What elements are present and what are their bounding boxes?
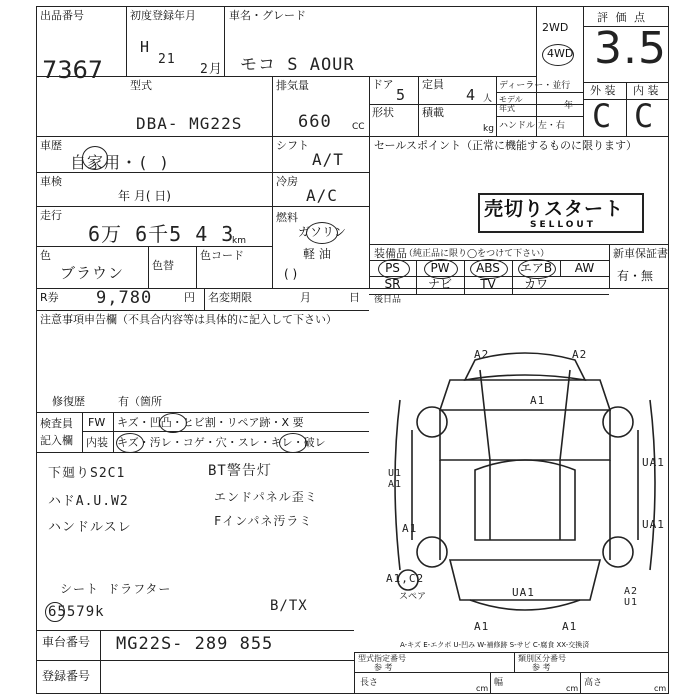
- type-designation-ref: 参 考: [374, 663, 393, 672]
- category-ref: 参 考: [532, 663, 551, 672]
- usage-value: 自家用・( ): [70, 153, 170, 172]
- drive-2wd: 2WD: [542, 21, 569, 34]
- equip-aw: AW: [574, 261, 595, 275]
- interior-condition-items: キズ・汚レ・コゲ・穴・スレ・キレ・破レ: [117, 436, 326, 449]
- doors-label: ドア: [372, 78, 394, 91]
- model-year-unit: 年: [564, 101, 574, 111]
- color-change-label: 色替: [152, 259, 174, 272]
- recycle-value: 9,780: [96, 288, 153, 308]
- displacement-unit: CC: [352, 122, 365, 132]
- divider: [36, 630, 354, 631]
- equip-pw-circle: [424, 259, 458, 279]
- caution-label: 注意事項申告欄（不具合内容等は具体的に記入して下さい）: [40, 313, 337, 326]
- divider: [496, 76, 497, 136]
- equip-ps: PS: [385, 261, 400, 275]
- height-label: 高さ: [584, 678, 603, 688]
- equip-navi: ナビ: [427, 277, 452, 291]
- model-year-label: モデル 年式: [499, 95, 523, 113]
- divider: [514, 652, 515, 672]
- mileage-value: 6万 6千5 4 3: [88, 222, 235, 246]
- equip-tv: TV: [480, 277, 496, 291]
- divider: [204, 288, 205, 310]
- damage-mark: U1 A1: [388, 468, 403, 490]
- note-seat: シート ドラフター: [60, 582, 172, 596]
- first-registration-year: 21: [158, 52, 176, 67]
- sellout-stamp-sub: SELLOUT: [530, 220, 596, 230]
- color-code-label: 色コード: [200, 249, 244, 262]
- divider: [36, 310, 369, 311]
- fuel-gasoline: ガソリン: [298, 225, 347, 239]
- category-label: 類別区分番号: [518, 654, 566, 663]
- divider: [272, 76, 273, 136]
- equipment-note: （純正品に限り◯をつけて下さい）: [404, 249, 550, 259]
- type-value: DBA- MG22S: [136, 114, 243, 133]
- equipment-label: 装備品: [374, 247, 407, 260]
- title-change-day: 日: [349, 291, 360, 304]
- damage-mark: A1: [474, 620, 490, 633]
- chassis-label: 車台番号: [42, 635, 91, 649]
- divider: [36, 412, 369, 413]
- damage-mark: UA1: [642, 456, 665, 469]
- note-mileage-circle: [45, 602, 65, 622]
- divider: [369, 104, 583, 105]
- title-change-month: 月: [300, 291, 311, 304]
- displacement-value: 660: [298, 112, 332, 132]
- interior-grade: C: [634, 97, 655, 135]
- divider: [224, 6, 225, 76]
- exterior-grade: C: [592, 97, 613, 135]
- divider: [36, 452, 369, 453]
- divider: [36, 136, 669, 137]
- shape-label: 形状: [372, 106, 394, 119]
- divider: [36, 660, 354, 661]
- width-label: 幅: [494, 678, 504, 688]
- equip-sr: SR: [384, 277, 401, 291]
- divider: [126, 6, 127, 76]
- damage-mark: A2: [572, 348, 588, 361]
- shift-label: シフト: [276, 139, 309, 152]
- divider: [148, 246, 149, 288]
- color-label: 色: [40, 249, 51, 262]
- equip-leather: カワ: [523, 277, 548, 291]
- length-unit: cm: [476, 684, 489, 693]
- drive-4wd: 4WD: [547, 47, 574, 60]
- damage-mark: A1: [402, 522, 418, 535]
- title-change-label: 名変期限: [208, 291, 252, 304]
- interior-circle-1: [116, 433, 144, 453]
- damage-mark: A1: [530, 394, 546, 407]
- width-unit: cm: [566, 684, 579, 693]
- model-grade-label: 車名・グレード: [229, 9, 306, 22]
- warranty-value: 有・無: [617, 269, 654, 283]
- recycle-unit: 円: [184, 291, 195, 304]
- damage-mark: A1,C2: [386, 572, 425, 585]
- ac-label: 冷房: [276, 175, 298, 188]
- divider: [369, 76, 370, 136]
- usage-circle: [82, 146, 108, 170]
- damage-mark: A2 U1: [624, 586, 639, 608]
- fuel-label: 燃料: [276, 211, 298, 224]
- note-steering: ハンドルスレ: [48, 520, 132, 535]
- post-fit-label: 後日品: [374, 295, 402, 305]
- repair-label: 修復歴: [52, 395, 85, 408]
- warranty-label: 新車保証書: [613, 247, 668, 260]
- first-registration-era: H: [140, 38, 151, 56]
- damage-mark: A1: [562, 620, 578, 633]
- first-registration-label: 初度登録年月: [130, 9, 196, 22]
- divider: [82, 431, 369, 432]
- divider: [113, 412, 114, 452]
- divider: [36, 206, 369, 207]
- fuel-circle: [306, 222, 338, 244]
- type-designation-label: 型式指定番号: [358, 654, 406, 663]
- divider: [418, 76, 419, 136]
- divider: [272, 136, 273, 288]
- damage-mark: UA1: [642, 518, 665, 531]
- type-label: 型式: [130, 79, 152, 92]
- interior-label: 内 装: [633, 84, 659, 97]
- divider: [369, 294, 609, 295]
- lot-number: 7367: [42, 56, 104, 84]
- interior-circle-2: [279, 433, 307, 453]
- repair-value: 有（箇所: [118, 395, 162, 408]
- spare-label: スペア: [399, 592, 427, 602]
- mileage-label: 走行: [40, 209, 62, 222]
- divider: [354, 672, 669, 673]
- divider: [354, 652, 355, 694]
- length-label: 長さ: [360, 678, 379, 688]
- equip-airbag: エアB: [519, 261, 553, 275]
- equip-abs-circle: [470, 259, 508, 279]
- damage-legend: A-キズ E-エクボ U-凹み W-補修跡 S-サビ C-腐食 XX-交換済: [400, 641, 590, 649]
- fw-circle: [159, 413, 187, 433]
- fw-items: キズ・凹凸・ヒビ割・リペア跡・X 要: [117, 416, 304, 429]
- note-rear-hatch: ハドA.U.W2: [48, 494, 129, 509]
- divider: [580, 672, 581, 694]
- inspection-value: 年 月( 日): [118, 189, 171, 203]
- divider: [490, 672, 491, 694]
- divider: [100, 630, 101, 694]
- drive-4wd-circle: [542, 44, 574, 66]
- equip-abs: ABS: [476, 261, 500, 275]
- capacity-unit: 人: [483, 94, 493, 104]
- fw-label: FW: [88, 416, 106, 429]
- dealer-label: ディーラー・並行: [499, 81, 571, 91]
- equip-pw: PW: [430, 261, 450, 275]
- fuel-other: ( ): [284, 267, 298, 281]
- color-value: ブラウン: [60, 264, 125, 282]
- shift-value: A/T: [312, 150, 344, 169]
- model-grade-value: モコ S AOUR: [240, 55, 355, 75]
- doors-value: 5: [396, 86, 407, 104]
- note-dashboard: Fインパネ汚ラミ: [214, 514, 313, 528]
- chassis-value: MG22S- 289 855: [116, 634, 274, 654]
- note-bt: B/TX: [270, 598, 308, 614]
- handle-label: ハンドル 左・右: [499, 121, 565, 131]
- registration-label: 登録番号: [42, 669, 91, 683]
- divider: [609, 244, 610, 288]
- ac-value: A/C: [306, 186, 338, 205]
- sales-point-label: セールスポイント（正常に機能するものに限ります）: [374, 139, 638, 152]
- displacement-label: 排気量: [276, 79, 309, 92]
- height-unit: cm: [654, 684, 667, 693]
- recycle-label: R券: [40, 291, 59, 304]
- fuel-diesel: 軽 油: [303, 247, 331, 261]
- inspection-label: 車検: [40, 175, 62, 188]
- note-mileage: 65579k: [48, 604, 105, 620]
- divider: [36, 76, 536, 77]
- load-label: 積載: [422, 106, 444, 119]
- equip-ps-circle: [378, 259, 410, 279]
- capacity-label: 定員: [422, 78, 444, 91]
- divider: [369, 244, 669, 245]
- load-unit: kg: [483, 124, 494, 134]
- inspector-label-2: 記入欄: [40, 434, 73, 447]
- score-value: 3.5: [594, 23, 667, 74]
- exterior-label: 外 装: [590, 84, 616, 97]
- sellout-stamp-text: 売切りスタート: [484, 198, 625, 220]
- inspector-label-1: 検査員: [40, 417, 73, 430]
- note-underbody: 下廻りS2C1: [48, 466, 126, 481]
- score-label: 評 価 点: [597, 11, 647, 24]
- note-battery-warning: BT警告灯: [208, 463, 272, 479]
- divider: [196, 246, 197, 288]
- note-end-panel: エンドパネル歪ミ: [214, 490, 318, 504]
- usage-label: 車歴: [40, 139, 62, 152]
- divider: [354, 652, 669, 653]
- lot-label: 出品番号: [40, 9, 84, 22]
- mileage-unit: km: [232, 236, 246, 246]
- capacity-value: 4: [466, 86, 477, 104]
- interior-condition-label: 内装: [86, 436, 108, 449]
- divider: [82, 412, 83, 452]
- damage-mark: UA1: [512, 586, 535, 599]
- equip-airbag-circle: [518, 259, 556, 279]
- divider: [496, 116, 583, 117]
- divider: [626, 82, 627, 136]
- first-registration-month: 2月: [200, 62, 223, 77]
- damage-mark: A2: [474, 348, 490, 361]
- divider: [496, 92, 583, 93]
